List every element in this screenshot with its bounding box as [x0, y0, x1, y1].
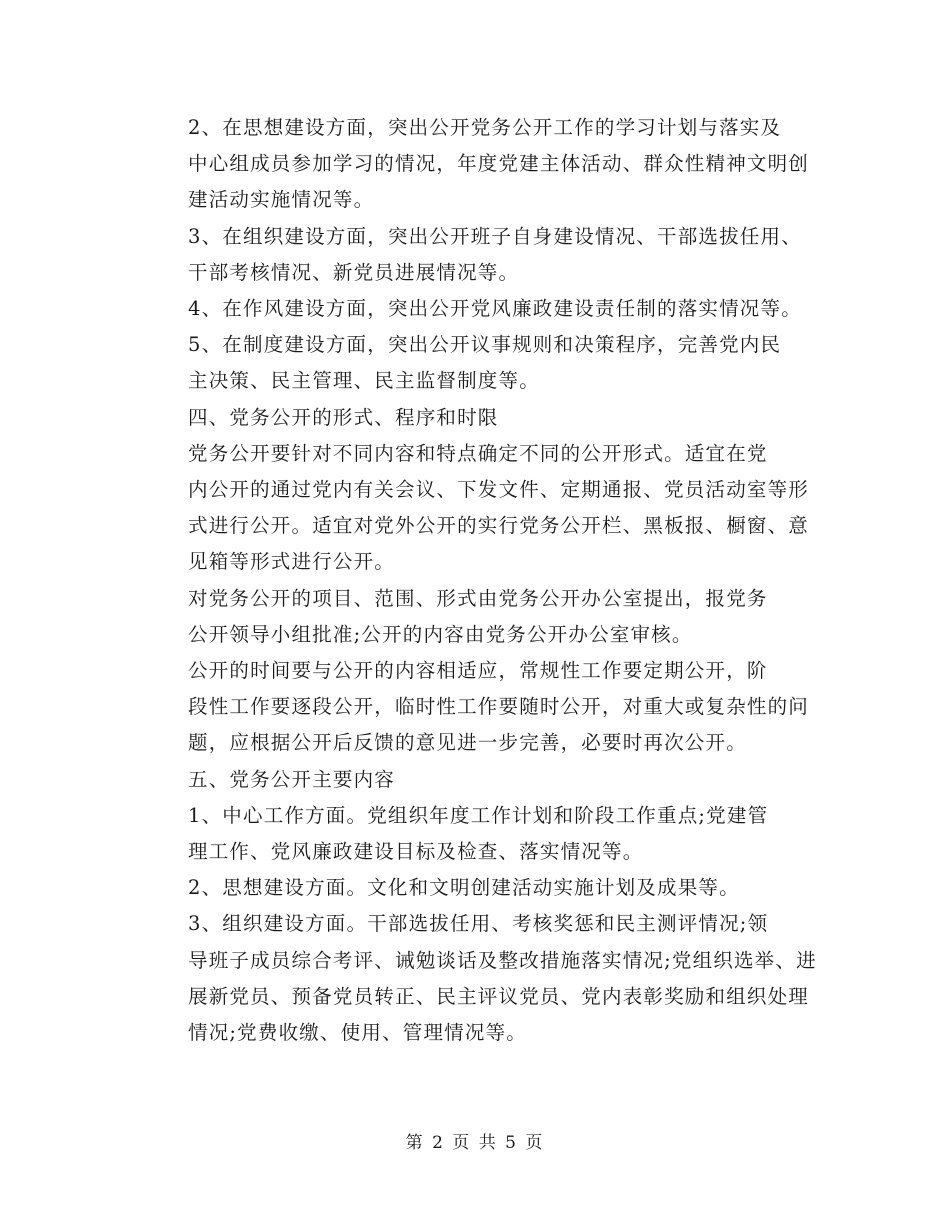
text-line: 5、在制度建设方面，突出公开议事规则和决策程序，完善党内民: [188, 333, 782, 357]
paragraph: [143, 327, 833, 399]
text-line: 式进行公开。适宜对党外公开的实行党务公开栏、黑板报、橱窗、意: [188, 514, 810, 538]
text-line: 中心组成员参加学习的情况，年度党建主体活动、群众性精神文明创: [188, 152, 810, 176]
text-line: 公开的时间要与公开的内容相适应，常规性工作要定期公开，阶: [188, 659, 768, 683]
text-line: 党务公开要针对不同内容和特点确定不同的公开形式。适宜在党: [188, 441, 768, 465]
text-line: 1、中心工作方面。党组织年度工作计划和阶段工作重点;党建管: [188, 803, 769, 827]
paragraph: [143, 798, 833, 870]
text-line: 2、在思想建设方面，突出公开党务公开工作的学习计划与落实及: [188, 116, 782, 139]
document-body: [143, 110, 833, 1051]
text-line: 段性工作要逐段公开，临时性工作要随时公开，对重大或复杂性的问: [188, 695, 810, 719]
text-line: 对党务公开的项目、范围、形式由党务公开办公室提出，报党务: [188, 586, 768, 610]
text-line: 展新党员、预备党员转正、民主评议党员、党内表彰奖励和组织处理: [188, 984, 810, 1008]
text-line: 2、思想建设方面。文化和文明创建活动实施计划及成果等。: [188, 876, 740, 900]
text-line: 干部考核情况、新党员进展情况等。: [188, 260, 520, 284]
text-line: 3、组织建设方面。干部选拔任用、考核奖惩和民主测评情况;领: [188, 912, 769, 936]
text-line: 四、党务公开的形式、程序和时限: [188, 405, 499, 429]
text-line: 主决策、民主管理、民主监督制度等。: [188, 369, 540, 393]
section-heading: [143, 400, 833, 436]
text-line: 五、党务公开主要内容: [188, 767, 396, 791]
paragraph: [143, 219, 833, 291]
paragraph: [143, 436, 833, 581]
paragraph: [143, 581, 833, 653]
text-line: 公开领导小组批准;公开的内容由党务公开办公室审核。: [188, 622, 693, 646]
section-heading: [143, 762, 833, 798]
paragraph: [143, 110, 833, 219]
paragraph: [143, 291, 833, 327]
text-line: 导班子成员综合考评、诫勉谈话及整改措施落实情况;党组织选举、进: [188, 948, 817, 972]
paragraph: [143, 653, 833, 762]
text-line: 见箱等形式进行公开。: [188, 550, 396, 574]
text-line: 题，应根据公开后反馈的意见进一步完善，必要时再次公开。: [188, 731, 747, 755]
text-line: 建活动实施情况等。: [188, 188, 375, 212]
paragraph: [143, 870, 833, 906]
page-number: 第 2 页 共 5 页: [405, 1133, 545, 1153]
text-line: 情况;党费收缴、使用、管理情况等。: [188, 1021, 527, 1045]
text-line: 3、在组织建设方面，突出公开班子自身建设情况、干部选拔任用、: [188, 224, 802, 248]
text-line: 内公开的通过党内有关会议、下发文件、定期通报、党员活动室等形: [188, 478, 810, 502]
text-line: 4、在作风建设方面，突出公开党风廉政建设责任制的落实情况等。: [188, 297, 802, 321]
paragraph: [143, 906, 833, 1051]
text-line: 理工作、党风廉政建设目标及检查、落实情况等。: [188, 840, 644, 864]
